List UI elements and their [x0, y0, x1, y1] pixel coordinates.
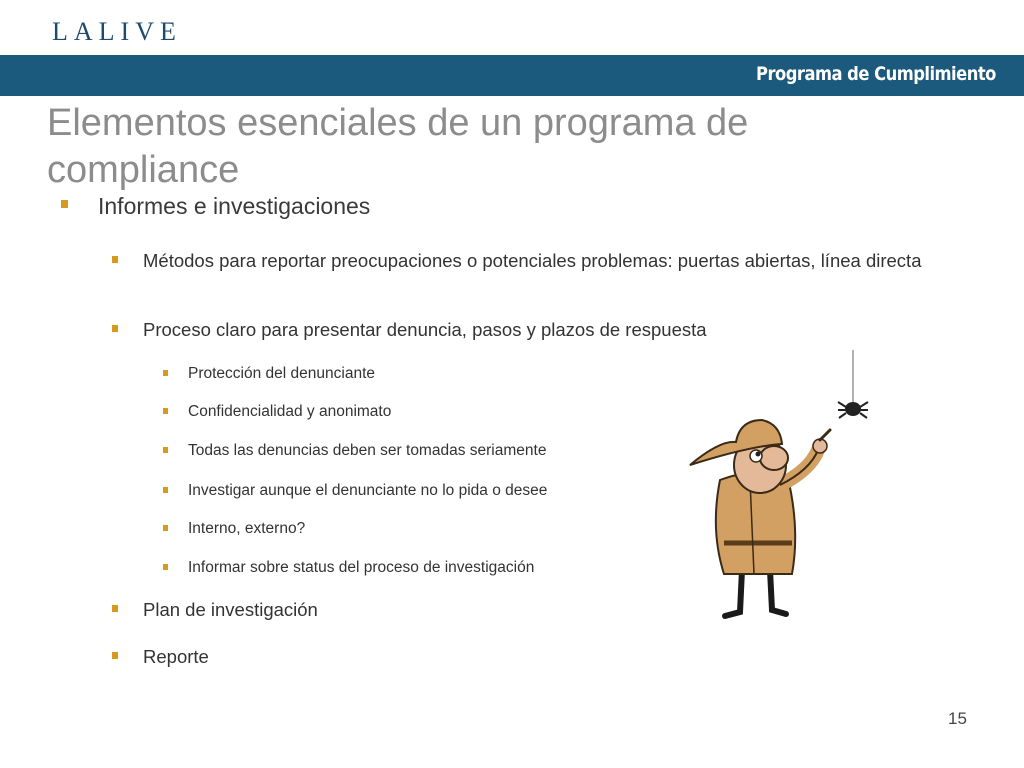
- list-item-label: Interno, externo?: [188, 520, 306, 537]
- main-bullet: Informes e investigaciones: [98, 193, 371, 219]
- banner-title: Programa de Cumplimiento: [756, 63, 996, 85]
- bullet-marker: [112, 325, 118, 332]
- list-item-label: Confidencialidad y anonimato: [188, 403, 392, 420]
- list-item-label: Protección del denunciante: [188, 365, 375, 382]
- list-item-label: Investigar aunque el denunciante no lo pida o desee: [188, 482, 548, 499]
- bullet-marker: [61, 200, 68, 208]
- bullet-marker: [163, 447, 168, 453]
- list-item-label: Métodos para reportar preocupaciones o potenciales problemas: puertas abiertas, línea directa: [143, 250, 922, 271]
- detective-illustration: [680, 350, 880, 630]
- bullet-marker: [163, 487, 168, 493]
- list-item-label: Informar sobre status del proceso de investigación: [188, 559, 535, 576]
- spider-icon: [838, 402, 868, 418]
- bullet-marker: [163, 408, 168, 414]
- company-logo: LALIVE: [52, 17, 182, 46]
- bullet-marker: [163, 564, 168, 570]
- bullet-marker: [112, 605, 118, 612]
- list-item-label: Plan de investigación: [143, 599, 318, 620]
- list-item-label: Todas las denuncias deben ser tomadas seriamente: [188, 442, 547, 459]
- list-item-label: Proceso claro para presentar denuncia, pasos y plazos de respuesta: [143, 319, 707, 340]
- list-item-label: Reporte: [143, 646, 209, 667]
- bullet-marker: [112, 652, 118, 659]
- slide-title: Elementos esenciales de un programa de compliance: [47, 102, 749, 191]
- page-number: 15: [948, 709, 967, 728]
- bullet-marker: [112, 256, 118, 263]
- header-banner: [0, 55, 1024, 96]
- bullet-marker: [163, 370, 168, 376]
- bullet-marker: [163, 525, 168, 531]
